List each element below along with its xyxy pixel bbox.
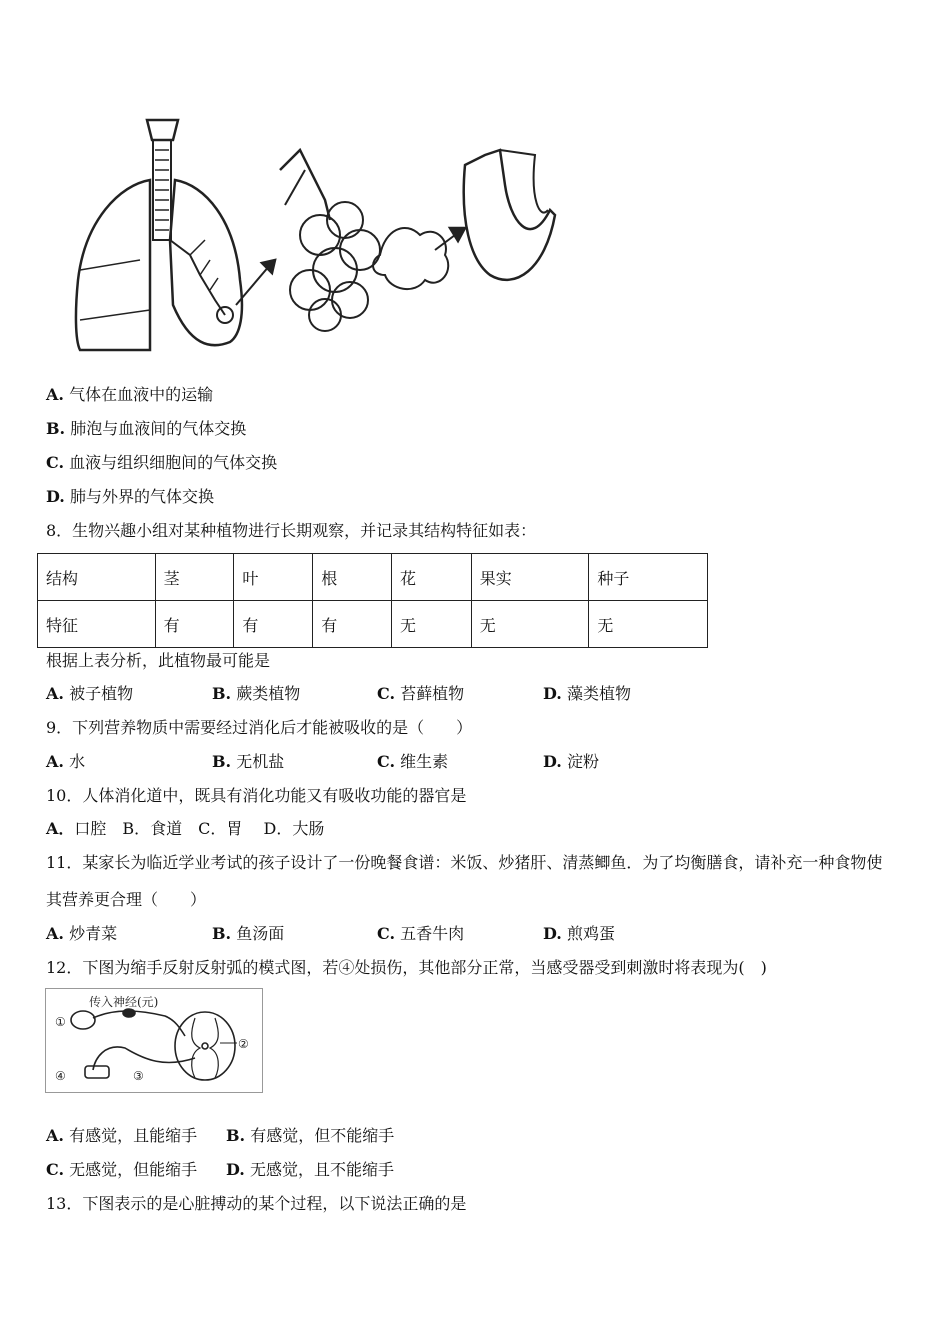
q9-option-c[interactable]: C. 维生素 xyxy=(377,752,449,771)
table-cell: 种子 xyxy=(589,554,708,601)
table-cell: 有 xyxy=(313,601,392,648)
table-cell: 特征 xyxy=(38,601,156,648)
q11-stem-line1: 11．某家长为临近学业考试的孩子设计了一份晚餐食谱：米饭、炒猪肝、清蒸鲫鱼．为了均衡膳食，请补充一种食物使 xyxy=(46,853,883,872)
q11-option-c[interactable]: C. 五香牛肉 xyxy=(377,924,465,943)
figure-mark-1: ① xyxy=(55,1015,66,1029)
q9-option-a[interactable]: A. 水 xyxy=(46,752,86,771)
table-cell: 有 xyxy=(155,601,234,648)
q11-option-b[interactable]: B. 鱼汤面 xyxy=(212,924,285,943)
reflex-arc-figure xyxy=(45,988,263,1093)
q7-option-b[interactable]: B. 肺泡与血液间的气体交换 xyxy=(46,419,247,438)
q12-option-b[interactable]: B. 有感觉，但不能缩手 xyxy=(226,1126,395,1145)
q9-stem: 9．下列营养物质中需要经过消化后才能被吸收的是（ ） xyxy=(46,718,473,737)
q7-option-c[interactable]: C. 血液与组织细胞间的气体交换 xyxy=(46,453,278,472)
q12-stem: 12．下图为缩手反射反射弧的模式图，若④处损伤，其他部分正常，当感受器受到刺激时将表现为( ) xyxy=(46,958,767,977)
table-cell: 结构 xyxy=(38,554,156,601)
q12-option-a[interactable]: A. 有感觉，且能缩手 xyxy=(46,1126,198,1145)
q10-options[interactable]: A．口腔 B．食道 C．胃 D．大肠 xyxy=(46,819,325,838)
q9-option-d[interactable]: D. 淀粉 xyxy=(543,752,599,771)
q12-option-d[interactable]: D. 无感觉，且不能缩手 xyxy=(226,1160,394,1179)
q7-option-d[interactable]: D. 肺与外界的气体交换 xyxy=(46,487,214,506)
table-cell: 无 xyxy=(471,601,589,648)
q9-option-b[interactable]: B. 无机盐 xyxy=(212,752,285,771)
q11-stem-line2: 其营养更合理（ ） xyxy=(46,890,207,909)
q8-structure-table xyxy=(37,553,708,648)
q11-option-a[interactable]: A. 炒青菜 xyxy=(46,924,118,943)
figure-mark-4: ④ xyxy=(55,1069,66,1083)
q10-stem: 10．人体消化道中，既具有消化功能又有吸收功能的器官是 xyxy=(46,786,467,805)
q8-option-c[interactable]: C. 苔藓植物 xyxy=(377,684,465,703)
figure-mark-2: ② xyxy=(238,1037,249,1051)
table-cell: 叶 xyxy=(234,554,313,601)
figure-label: 传入神经(元) xyxy=(89,995,159,1009)
q13-stem: 13．下图表示的是心脏搏动的某个过程，以下说法正确的是 xyxy=(46,1194,467,1213)
figure-mark-3: ③ xyxy=(133,1069,144,1083)
table-cell: 花 xyxy=(391,554,471,601)
q12-option-c[interactable]: C. 无感觉，但能缩手 xyxy=(46,1160,198,1179)
table-cell: 有 xyxy=(234,601,313,648)
q8-stem: 8．生物兴趣小组对某种植物进行长期观察，并记录其结构特征如表： xyxy=(46,521,537,540)
q8-option-b[interactable]: B. 蕨类植物 xyxy=(212,684,301,703)
table-cell: 茎 xyxy=(155,554,234,601)
q7-option-a[interactable]: A. 气体在血液中的运输 xyxy=(46,385,214,404)
respiratory-figure xyxy=(40,110,580,360)
table-cell: 无 xyxy=(589,601,708,648)
q8-option-a[interactable]: A. 被子植物 xyxy=(46,684,134,703)
table-row xyxy=(38,601,708,648)
q11-option-d[interactable]: D. 煎鸡蛋 xyxy=(543,924,615,943)
table-row xyxy=(38,554,708,601)
table-cell: 果实 xyxy=(471,554,589,601)
q8-option-d[interactable]: D. 藻类植物 xyxy=(543,684,631,703)
q8-followup: 根据上表分析，此植物最可能是 xyxy=(46,651,271,670)
table-cell: 根 xyxy=(313,554,392,601)
table-cell: 无 xyxy=(391,601,471,648)
